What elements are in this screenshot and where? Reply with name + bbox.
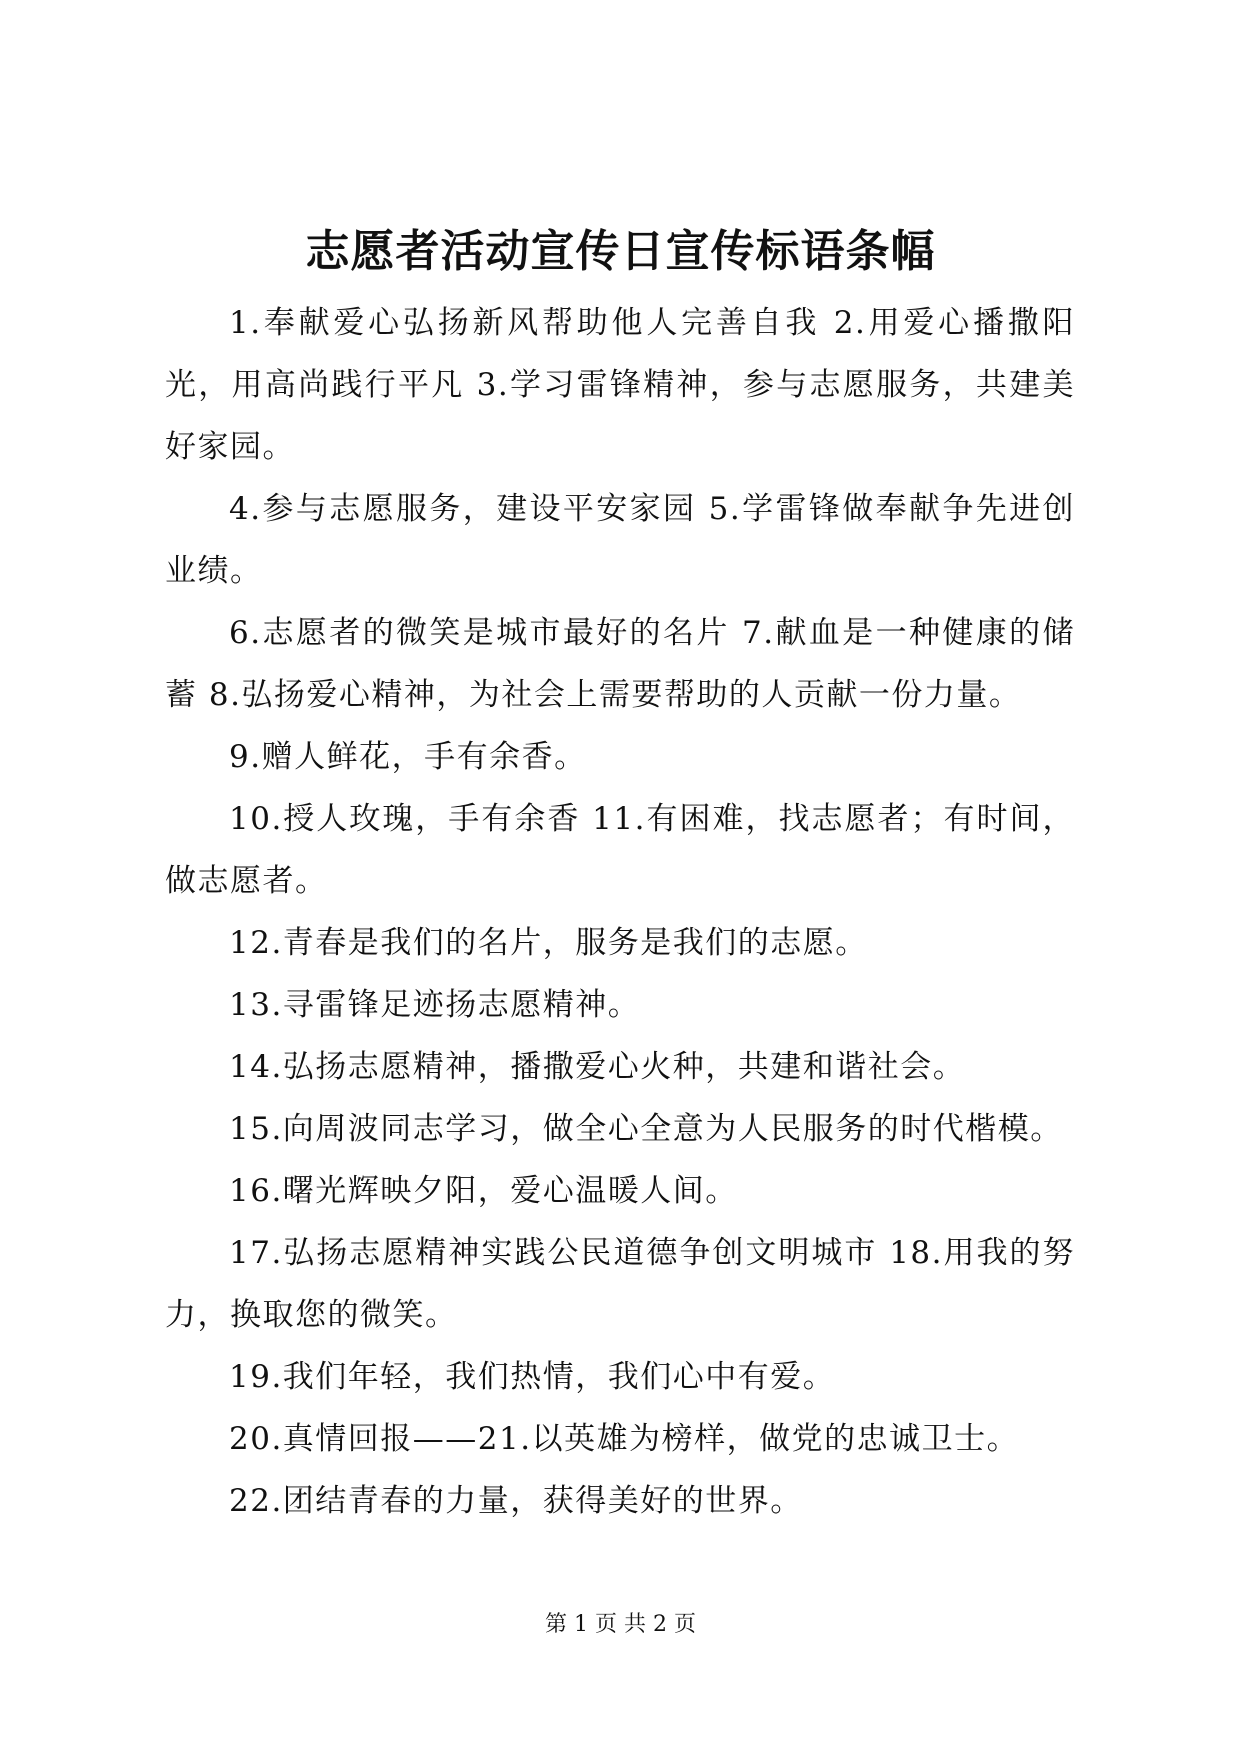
page-number-footer: 第 1 页 共 2 页 <box>545 1612 696 1637</box>
paragraph-11: 17.弘扬志愿精神实践公民道德争创文明城市 18.用我的努力，换取您的微笑。 <box>165 1235 1075 1333</box>
document-title: 志愿者活动宣传日宣传标语条幅 <box>305 226 936 277</box>
paragraph-14: 22.团结青春的力量，获得美好的世界。 <box>229 1483 803 1519</box>
paragraph-2: 4.参与志愿服务，建设平安家园 5.学雷锋做奉献争先进创业绩。 <box>165 491 1075 589</box>
document-body <box>165 292 1075 1532</box>
paragraph-4: 9.赠人鲜花，手有余香。 <box>229 739 587 775</box>
paragraph-8: 14.弘扬志愿精神，播撒爱心火种，共建和谐社会。 <box>229 1049 966 1085</box>
paragraph-7: 13.寻雷锋足迹扬志愿精神。 <box>229 987 641 1023</box>
paragraph-1: 1.奉献爱心弘扬新风帮助他人完善自我 2.用爱心播撒阳光，用高尚践行平凡 3.学习雷锋精神，参与志愿服务，共建美好家园。 <box>165 305 1075 465</box>
paragraph-6: 12.青春是我们的名片，服务是我们的志愿。 <box>229 925 868 961</box>
paragraph-10: 16.曙光辉映夕阳，爱心温暖人间。 <box>229 1173 738 1209</box>
paragraph-9: 15.向周波同志学习，做全心全意为人民服务的时代楷模。 <box>229 1111 1063 1147</box>
paragraph-5: 10.授人玫瑰，手有余香 11.有困难，找志愿者；有时间，做志愿者。 <box>165 801 1075 899</box>
paragraph-3: 6.志愿者的微笑是城市最好的名片 7.献血是一种健康的储蓄 8.弘扬爱心精神，为社会上需要帮助的人贡献一份力量。 <box>165 615 1075 713</box>
paragraph-12: 19.我们年轻，我们热情，我们心中有爱。 <box>229 1359 836 1395</box>
paragraph-13: 20.真情回报——21.以英雄为榜样，做党的忠诚卫士。 <box>229 1421 1020 1457</box>
